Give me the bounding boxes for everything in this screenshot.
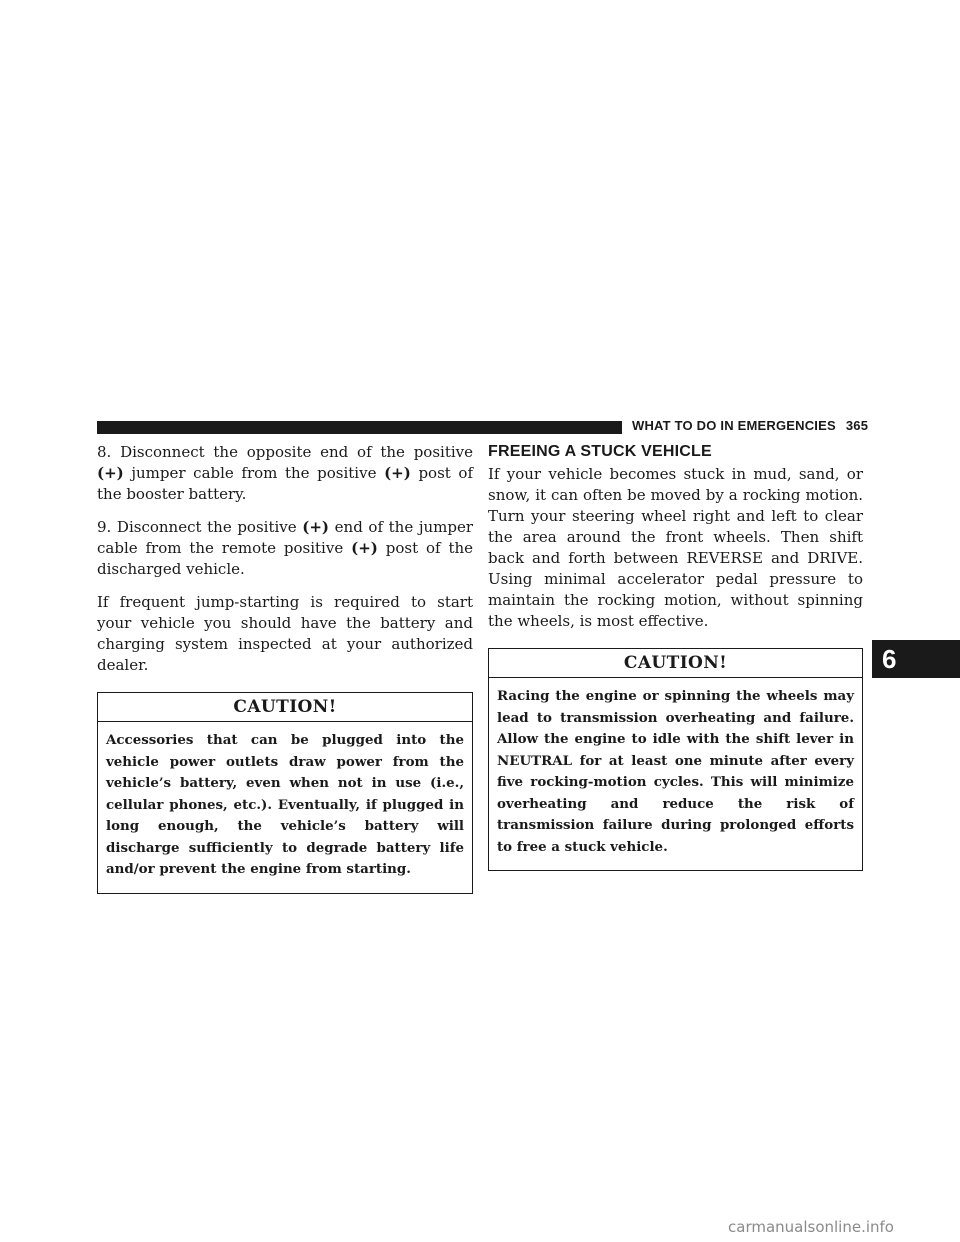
- step-8-text-a: 8. Disconnect the opposite end of the positive: [97, 443, 473, 461]
- left-column: [97, 442, 473, 894]
- caution-title: CAUTION!: [489, 649, 862, 678]
- chapter-tab: 6: [872, 640, 960, 678]
- section-heading: FREEING A STUCK VEHICLE: [488, 443, 712, 460]
- step-9-text-c: post of the discharged vehicle.: [97, 539, 474, 578]
- caution-box-stuck-vehicle: [488, 648, 863, 871]
- step-8-text-c: post of the booster battery.: [97, 464, 474, 503]
- positive-symbol: (+): [384, 464, 411, 482]
- positive-symbol: (+): [97, 464, 124, 482]
- header-rule-bar: [97, 421, 622, 434]
- caution-box-accessories: [97, 692, 473, 894]
- step-9-text-b: end of the jumper cable from the remote positive: [97, 518, 473, 557]
- step-8-text-b: jumper cable from the positive: [123, 464, 385, 482]
- caution-body: Accessories that can be plugged into the vehicle power outlets draw power from the vehicle’s battery, even when not in use (i.e., cellular phones, etc.). Eventually, if plugged in long enough, the vehicle’s battery will discharge sufficiently to degrade battery life and/or prevent the engine from starting.: [106, 732, 464, 877]
- watermark: carmanualsonline.info: [728, 1218, 894, 1236]
- step-9-paragraph: [97, 517, 473, 580]
- running-header: [632, 418, 869, 433]
- caution-title: CAUTION!: [98, 693, 472, 722]
- page-number: 365: [845, 418, 869, 433]
- step-9-text-a: 9. Disconnect the positive: [97, 518, 303, 536]
- positive-symbol: (+): [351, 539, 378, 557]
- step-8-paragraph: [97, 442, 473, 505]
- section-title: WHAT TO DO IN EMERGENCIES: [632, 418, 836, 433]
- right-column: [488, 442, 863, 871]
- caution-body: Racing the engine or spinning the wheels may lead to transmission overheating and failure. Allow the engine to idle with the shift lever in NEUTRAL for at least one minute after every five rocking-motion cycles. This will minimize overheating and reduce the risk of transmission failure during prolonged efforts to free a stuck vehicle.: [497, 688, 854, 855]
- frequent-jump-start-paragraph: If frequent jump-starting is required to start your vehicle you should have the battery and charging system inspected at your authorized dealer.: [97, 593, 473, 674]
- stuck-vehicle-paragraph: If your vehicle becomes stuck in mud, sand, or snow, it can often be moved by a rocking motion. Turn your steering wheel right and left to clear the area around the front wheels. Then shift back and forth between REVERSE and DRIVE. Using minimal accelerator pedal pressure to maintain the rocking motion, without spinning the wheels, is most effective.: [488, 465, 863, 630]
- positive-symbol: (+): [302, 518, 330, 536]
